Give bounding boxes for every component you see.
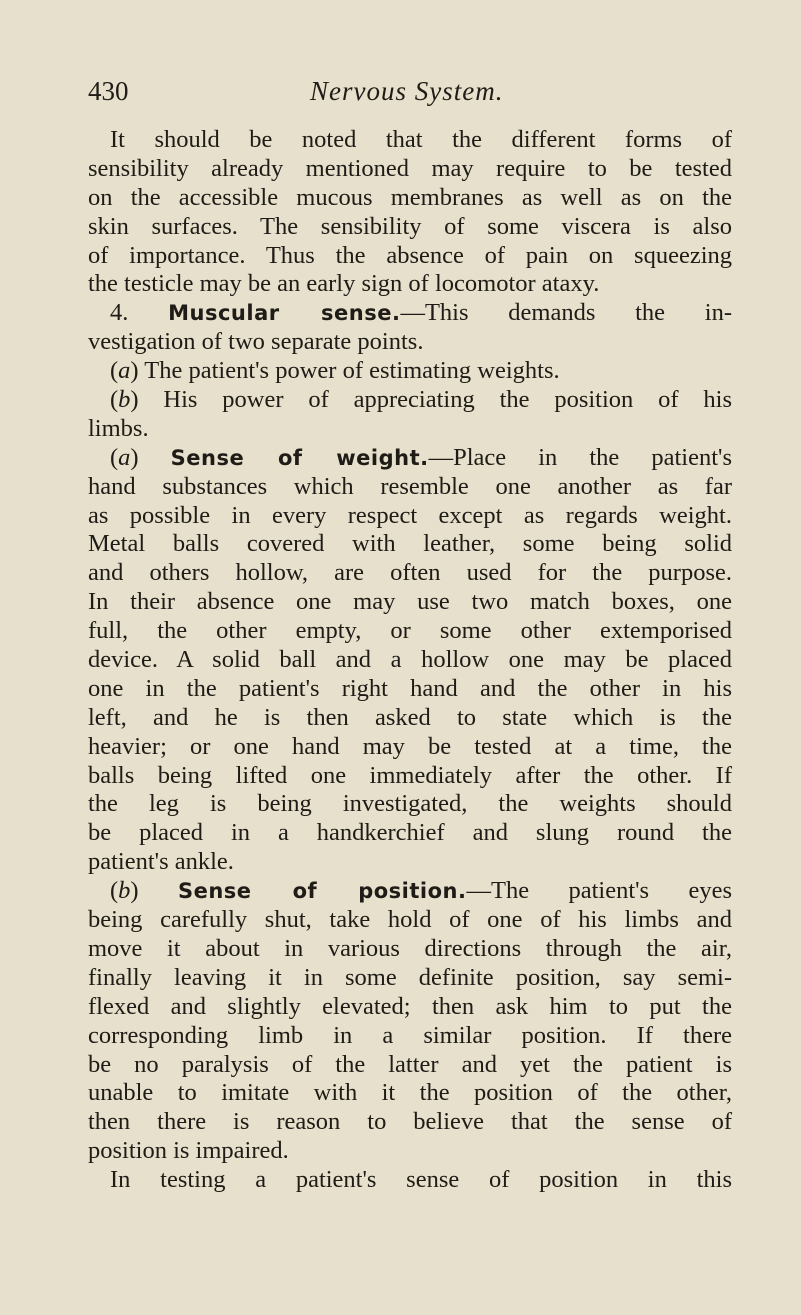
text-run: the testicle may be an early sign of locomotor ataxy.	[88, 270, 600, 298]
text-run: balls being lifted one immediately after the other. If	[88, 761, 732, 789]
text-line	[88, 848, 732, 877]
text-run: )	[130, 443, 171, 471]
page-number: 430	[88, 76, 129, 106]
text-line	[88, 299, 732, 328]
text-line	[88, 328, 732, 357]
text-run: patient's ankle.	[88, 848, 234, 876]
text-line	[88, 184, 732, 213]
text-run: and others hollow, are often used for the purpose.	[88, 559, 732, 587]
text-line	[88, 473, 732, 502]
text-run: then there is reason to believe that the sense of	[88, 1108, 732, 1136]
text-run: left, and he is then asked to state which is the	[88, 703, 732, 731]
text-run: be placed in a handkerchief and slung round the	[88, 819, 732, 847]
text-run: be no paralysis of the latter and yet the patient is	[88, 1050, 732, 1078]
text-line	[88, 935, 732, 964]
text-run: heavier; or one hand may be tested at a time, the	[88, 732, 732, 760]
section-heading: Muscular sense.	[168, 301, 401, 326]
text-run: of importance. Thus the absence of pain on squeezing	[88, 241, 732, 269]
running-title: Nervous System.	[310, 76, 504, 106]
body-text	[88, 126, 732, 1195]
text-line	[88, 1022, 732, 1051]
text-line	[88, 155, 732, 184]
text-line	[88, 1108, 732, 1137]
text-line	[88, 126, 732, 155]
section-heading: Sense of weight.	[170, 445, 429, 470]
text-run: Metal balls covered with leather, some being solid	[88, 530, 732, 558]
text-run: ) His power of appreciating the position of his	[130, 386, 732, 414]
text-line	[88, 1079, 732, 1108]
text-line	[88, 617, 732, 646]
text-run: position is impaired.	[88, 1137, 289, 1165]
text-run: (	[110, 357, 119, 385]
text-line	[88, 559, 732, 588]
text-run: a	[118, 443, 131, 471]
text-line	[88, 1051, 732, 1080]
text-line	[88, 415, 732, 444]
text-run: one in the patient's right hand and the other in his	[88, 674, 732, 702]
text-run: as possible in every respect except as regards weight.	[88, 501, 732, 529]
section-heading: Sense of position.	[177, 879, 467, 904]
text-run: 4.	[110, 299, 169, 327]
text-run: flexed and slightly elevated; then ask him to put the	[88, 992, 732, 1020]
text-run: ) The patient's power of estimating weights.	[130, 357, 560, 385]
text-line	[88, 270, 732, 299]
text-run: b	[118, 877, 131, 905]
text-line	[88, 1166, 732, 1195]
text-line	[88, 530, 732, 559]
text-run: full, the other empty, or some other extemporised	[88, 617, 732, 645]
text-line	[88, 386, 732, 415]
text-run: sensibility already mentioned may require to be tested	[88, 154, 732, 182]
text-line	[88, 704, 732, 733]
text-line	[88, 819, 732, 848]
text-line	[88, 675, 732, 704]
text-line	[88, 1137, 732, 1166]
text-run: corresponding limb in a similar position. If there	[88, 1021, 732, 1049]
page-header	[88, 72, 728, 112]
text-line	[88, 993, 732, 1022]
text-line	[88, 357, 732, 386]
text-line	[88, 213, 732, 242]
text-run: —This demands the in-	[400, 299, 732, 327]
text-run: —Place in the patient's	[428, 443, 732, 471]
text-line	[88, 964, 732, 993]
text-run: (	[110, 443, 119, 471]
text-run: move it about in various directions through the air,	[88, 934, 732, 962]
text-run: finally leaving it in some definite position, say semi-	[88, 963, 732, 991]
text-run: (	[110, 386, 119, 414]
text-line	[88, 242, 732, 271]
text-run: In their absence one may use two match boxes, one	[88, 588, 732, 616]
text-line	[88, 762, 732, 791]
text-line	[88, 877, 732, 906]
text-line	[88, 588, 732, 617]
text-run: (	[110, 877, 119, 905]
text-run: unable to imitate with it the position of the other,	[88, 1079, 732, 1107]
text-run: being carefully shut, take hold of one of his limbs and	[88, 906, 732, 934]
text-line	[88, 790, 732, 819]
text-run: In testing a patient's sense of position in this	[110, 1166, 732, 1194]
text-line	[88, 906, 732, 935]
text-run: vestigation of two separate points.	[88, 328, 424, 356]
text-run: b	[118, 386, 131, 414]
text-line	[88, 444, 732, 473]
text-run: It should be noted that the different forms of	[110, 126, 732, 153]
text-line	[88, 502, 732, 531]
text-run: a	[118, 357, 131, 385]
text-run: device. A solid ball and a hollow one may be placed	[88, 646, 732, 674]
text-run: —The patient's eyes	[466, 877, 732, 905]
text-run: )	[130, 877, 178, 905]
text-line	[88, 733, 732, 762]
text-run: the leg is being investigated, the weights should	[88, 790, 732, 818]
text-run: skin surfaces. The sensibility of some viscera is also	[88, 212, 732, 240]
text-run: limbs.	[88, 414, 149, 442]
text-run: hand substances which resemble one another as far	[88, 472, 732, 500]
text-run: on the accessible mucous membranes as well as on the	[88, 183, 732, 211]
text-line	[88, 646, 732, 675]
